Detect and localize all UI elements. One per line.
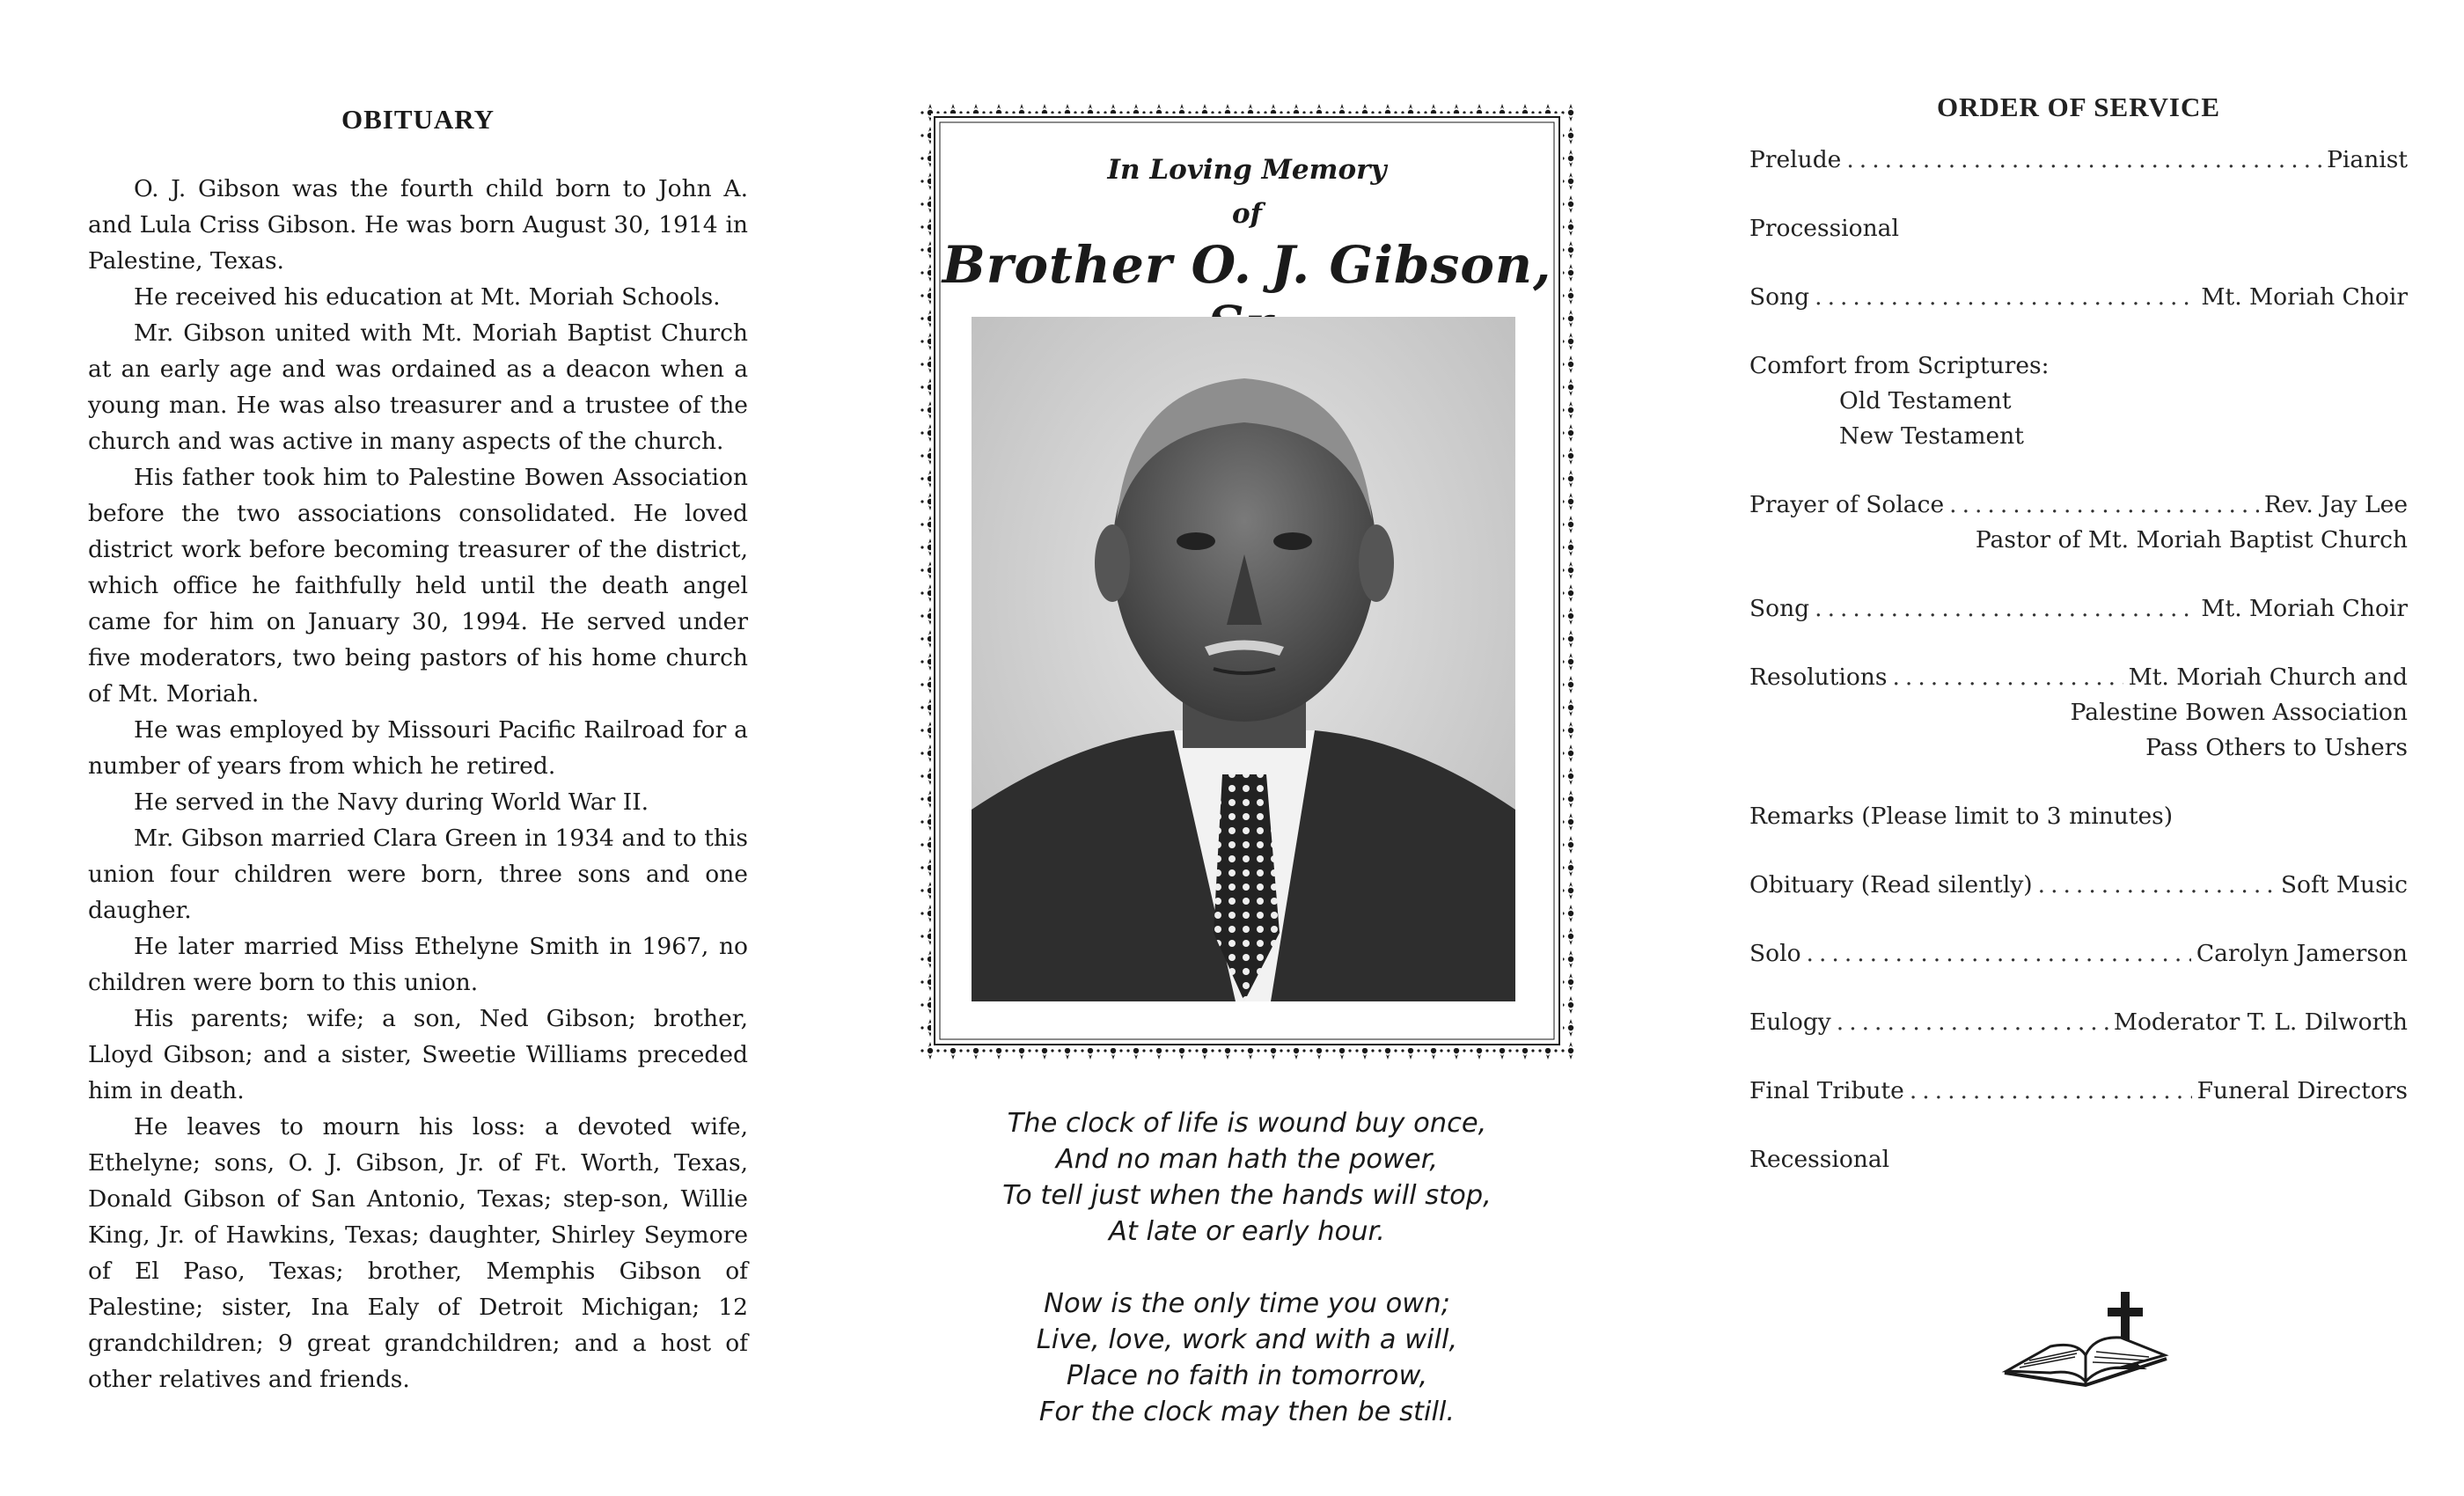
- service-subitem: Old Testament: [1839, 387, 2012, 414]
- poem-line: Live, love, work and with a will,: [1036, 1324, 1458, 1355]
- service-subitem: New Testament: [1839, 422, 2024, 450]
- service-value: Mt. Moriah Church and: [2128, 664, 2408, 691]
- memorial-card: [919, 101, 1575, 1060]
- service-value: Rev. Jay Lee: [2263, 491, 2408, 518]
- service-value: Pianist: [2327, 146, 2408, 173]
- leader-dots: [1815, 591, 2196, 627]
- poem-stanza: [919, 1105, 1575, 1250]
- service-label: Solo: [1749, 940, 1801, 967]
- obituary-paragraph: He was employed by Missouri Pacific Railroad for a number of years from which he retired.: [88, 716, 748, 780]
- leader-dots: [1892, 660, 2123, 695]
- service-item-solo: [1749, 936, 2408, 972]
- obituary-column: [88, 104, 748, 1397]
- service-value: Carolyn Jamerson: [2196, 940, 2408, 967]
- service-item-processional: [1749, 211, 2408, 246]
- obituary-paragraph: Mr. Gibson united with Mt. Moriah Baptist Church at an early age and was ordained as a deacon when a young man. He was also treasurer and a trustee of the church and was active in many aspects of the church.: [88, 319, 748, 455]
- service-subitem: Palestine Bowen Association: [2070, 699, 2408, 726]
- service-item-prayer: [1749, 488, 2408, 558]
- order-of-service: [1749, 92, 2408, 1211]
- poem-line: For the clock may then be still.: [1038, 1397, 1456, 1427]
- obituary-paragraph: His father took him to Palestine Bowen Association before the two associations consolidated. He loved district work before becoming treasurer of the district, which office he faithfully held until the death angel came for him on January 30, 1994. He served under five moderators, two being pastors of his home church of Mt. Moriah.: [88, 464, 748, 708]
- poem-line: Place no faith in tomorrow,: [1066, 1360, 1428, 1391]
- poem-line: The clock of life is wound buy once,: [1007, 1108, 1487, 1139]
- obituary-paragraph: He leaves to mourn his loss: a devoted wife, Ethelyne; sons, O. J. Gibson, Jr. of Ft. Worth, Texas, Donald Gibson of San Antonio, Texas; step-son, Willie King, Jr. of Hawkins, Texas; daughter, Shirley Seymore of El Paso, Texas; brother, Memphis Gibson of Palestine; sister, Ina Ealy of Detroit Michigan; 12 grandchildren; 9 great grandchildren; and a host of other relatives and friends.: [88, 1113, 748, 1393]
- service-item-resolutions: [1749, 660, 2408, 766]
- obituary-paragraph: Mr. Gibson married Clara Green in 1934 and to this union four children were born, three sons and one daugher.: [88, 825, 748, 924]
- service-label: Final Tribute: [1749, 1077, 1904, 1104]
- service-value: Moderator T. L. Dilworth: [2113, 1008, 2408, 1036]
- obituary-heading: OBITUARY: [341, 104, 495, 135]
- service-item-comfort: [1749, 348, 2408, 454]
- poem-line: To tell just when the hands will stop,: [1002, 1180, 1492, 1211]
- service-value: Funeral Directors: [2196, 1077, 2408, 1104]
- service-item-final-tribute: [1749, 1074, 2408, 1109]
- service-item-remarks: [1749, 799, 2408, 834]
- leader-dots: [1807, 936, 2191, 972]
- service-value: Mt. Moriah Choir: [2201, 283, 2408, 311]
- service-label: Processional: [1749, 215, 1899, 242]
- service-label: Eulogy: [1749, 1008, 1831, 1036]
- service-item-prelude: [1749, 143, 2408, 178]
- deceased-name: Brother O. J. Gibson,: [942, 235, 1552, 295]
- service-item-song: [1749, 280, 2408, 315]
- service-label: Song: [1749, 595, 1810, 622]
- service-item-obituary: [1749, 868, 2408, 903]
- service-label: Comfort from Scriptures:: [1749, 352, 2050, 379]
- leader-dots: [1949, 488, 2259, 523]
- service-value: Soft Music: [2280, 871, 2408, 898]
- obituary-paragraph: He later married Miss Ethelyne Smith in 1967, no children were born to this union.: [88, 933, 748, 996]
- portrait-icon: [972, 317, 1515, 1001]
- service-item-song: [1749, 591, 2408, 627]
- title-of: of: [1231, 198, 1262, 230]
- obituary-paragraph: O. J. Gibson was the fourth child born to John A. and Lula Criss Gibson. He was born August 30, 1914 in Palestine, Texas.: [88, 175, 748, 275]
- bible-cross-icon: [1998, 1285, 2174, 1390]
- obituary-paragraph: His parents; wife; a son, Ned Gibson; brother, Lloyd Gibson; and a sister, Sweetie Williams preceded him in death.: [88, 1005, 748, 1104]
- service-heading: ORDER OF SERVICE: [1936, 92, 2221, 122]
- poem-stanza: [919, 1286, 1575, 1430]
- service-label: Resolutions: [1749, 664, 1888, 691]
- poem-line: At late or early hour.: [1109, 1216, 1385, 1247]
- service-label: Recessional: [1749, 1146, 1890, 1173]
- service-item-recessional: [1749, 1142, 2408, 1177]
- service-label: Song: [1749, 283, 1810, 311]
- service-label: Prayer of Solace: [1749, 491, 1945, 518]
- leader-dots: [1815, 280, 2196, 315]
- poem-line: Now is the only time you own;: [1044, 1288, 1450, 1319]
- service-item-eulogy: [1749, 1005, 2408, 1040]
- service-subitem: Pass Others to Ushers: [2145, 734, 2408, 761]
- leader-dots: [1846, 143, 2321, 178]
- service-label: Remarks (Please limit to 3 minutes): [1749, 803, 2174, 830]
- title-in-loving-memory: In Loving Memory: [1107, 154, 1387, 186]
- service-label: Obituary (Read silently): [1749, 871, 2033, 898]
- leader-dots: [2038, 868, 2276, 903]
- leader-dots: [1910, 1074, 2192, 1109]
- poem: [919, 1105, 1575, 1466]
- obituary-paragraph: He served in the Navy during World War II.: [134, 788, 649, 816]
- service-label: Prelude: [1749, 146, 1842, 173]
- service-value: Mt. Moriah Choir: [2201, 595, 2408, 622]
- leader-dots: [1837, 1005, 2108, 1040]
- portrait-photo: [972, 317, 1515, 1001]
- obituary-paragraph: He received his education at Mt. Moriah Schools.: [134, 283, 721, 311]
- service-subitem: Pastor of Mt. Moriah Baptist Church: [1975, 526, 2408, 554]
- poem-line: And no man hath the power,: [1055, 1144, 1439, 1175]
